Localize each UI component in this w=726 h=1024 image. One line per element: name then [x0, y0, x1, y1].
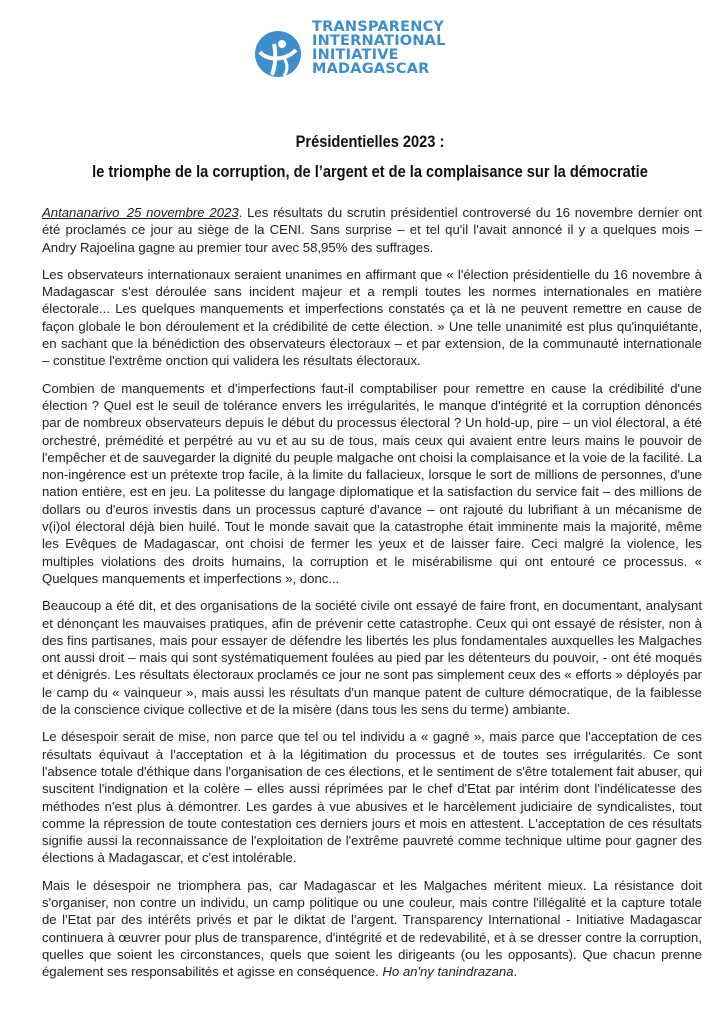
document-title: Présidentielles 2023 : [295, 132, 445, 151]
logo-line: INTERNATIONAL [312, 33, 446, 49]
closing-motto: Ho an'ny tanindrazana [382, 964, 514, 980]
dateline: Antananarivo_25 novembre 2023 [42, 205, 239, 220]
paragraph: Les observateurs internationaux seraient unanimes en affirmant que « l'élection présidentielle du 16 novembre à Madagascar s'est déroulée sans incident majeur et a rempli toutes les normes internationales en matière électorale... Les quelques manquements et imperfections constatés ça et là ne peuvent remettre en cause de façon globale le bon déroulement et la crédibilité de cette élection. » Une telle unanimité est plus qu'inquiétante, en sachant que la bénédiction des observateurs électoraux – et par extension, de la communauté internationale – constitue l'extrême onction qui validera les résultats électoraux. [42, 266, 702, 369]
logo-line: TRANSPARENCY [312, 19, 445, 35]
paragraph: Combien de manquements et d'imperfections faut-il comptabiliser pour remettre en cause la crédibilité d'une élection ? Quel est le seuil de tolérance envers les irrégularités, le manque d'intégrité et la corruption dénoncés par de nombreux observateurs depuis le début du processus électoral ? Un hold-up, pire – un viol électoral, a été orchestré, prémédité et perpétré au vu et au su de tous, mais ceux qui avaient entre leurs mains le pouvoir de l'empêcher et de sauvegarder la dignité du peuple malgache ont choisi la complaisance et la voie de la facilité. La non-ingérence est un prétexte trop facile, à la limite du fallacieux, lorsque le sort de millions de personnes, d'une nation entière, est en jeu. La politesse du langage diplomatique et la satisfaction du service fait – des millions de dollars ou d'euros investis dans un processus capturé d'avance – ont rajouté du lubrifiant à un mécanisme de v(i)ol électoral déjà bien huilé. Tout le monde savait que la catastrophe était imminente mais la majorité, même les Evêques de Madagascar, ont choisi de fermer les yeux et de laisser faire. Ceci malgré la violence, les multiples violations des droits humains, la corruption et le misérabilisme qui ont entouré ce processus. « Quelques manquements et imperfections », donc... [42, 380, 702, 586]
logo-line: MADAGASCAR [312, 61, 430, 77]
paragraph: Beaucoup a été dit, et des organisations de la société civile ont essayé de faire front, en documentant, analysant et dénonçant les mauvaises pratiques, afin de prévenir cette catastrophe. Ceux qui ont essayé de résister, non à des fins partisanes, mais pour essayer de défendre les libertés les plus fondamentales auxquelles les Malgaches ont aussi droit – mais qui sont systématiquement foulées au pied par les détenteurs du pouvoir, - ont été moqués et dénigrés. Les résultats électoraux proclamés ce jour ne sont pas simplement ceux des « efforts » déployés par le camp du « vainqueur », mais aussi les résultats d'un manque patent de culture démocratique, de la faiblesse de la conscience civique collective et de la misère (dans tous les sens du terme) ambiante. [42, 598, 702, 718]
paragraph: Le désespoir serait de mise, non parce que tel ou tel individu a « gagné », mais parce que l'acceptation de ces résultats équivaut à l'acceptation et à la légitimation du processus et de toutes ses irrégularités. Ce sont l'absence totale d'éthique dans l'organisation de ces élections, et le sentiment de s'être totalement fait abuser, qui suscitent l'indignation et la colère – elles aussi réprimées par le chef d'Etat par intérim dont l'indélicatesse des méthodes n'est plus à démontrer. Les gardes à vue abusives et le harcèlement judiciaire de syndicalistes, tout comme la répression de toute contestation ces derniers jours et mois en attestent. L'acceptation de ces résultats signifie aussi la reconnaissance de l'exploitation de l'extrême pauvreté comme technique ultime pour gagner des élections à Madagascar, et c'est intolérable. [42, 729, 702, 866]
logo-wordmark [312, 20, 446, 76]
paragraph-text: . Les résultats du scrutin présidentiel controversé du 16 novembre dernier ont été proclamés ce jour au siège de la CENI. Sans surprise – et tel qu'il l'avait annoncé il y a quelques mois – Andry Rajoelina gagne au premier tour avec 58,95% des suffrages. [42, 205, 702, 255]
paragraph-text: Mais le désespoir ne triomphera pas, car Madagascar et les Malgaches méritent mieux. La résistance doit s'organiser, non contre un individu, un camp politique ou une couleur, mais contre l'illégalité et la capture totale de l'Etat par des intérêts privés et par le diktat de l'argent. Transparency International - Initiative Madagascar continuera à œuvrer pour plus de transparence, d'intégrité et de redevabilité, et à se dresser contre la corruption, quelles que soient les circonstances, quels que soient les dirigeants (ou les opposants). Que chacun prenne également ses responsabilités et agisse en conséquence. [42, 877, 702, 980]
logo-line: INITIATIVE [312, 47, 399, 63]
document-body [42, 204, 702, 990]
paragraph [42, 204, 702, 256]
paragraph [42, 877, 702, 981]
organization-logo [254, 20, 446, 84]
ti-globe-figure-icon [254, 30, 302, 78]
document-subtitle: le triomphe de la corruption, de l’argent et de la complaisance sur la démocratie [92, 162, 648, 181]
closing-period: . [513, 964, 518, 980]
